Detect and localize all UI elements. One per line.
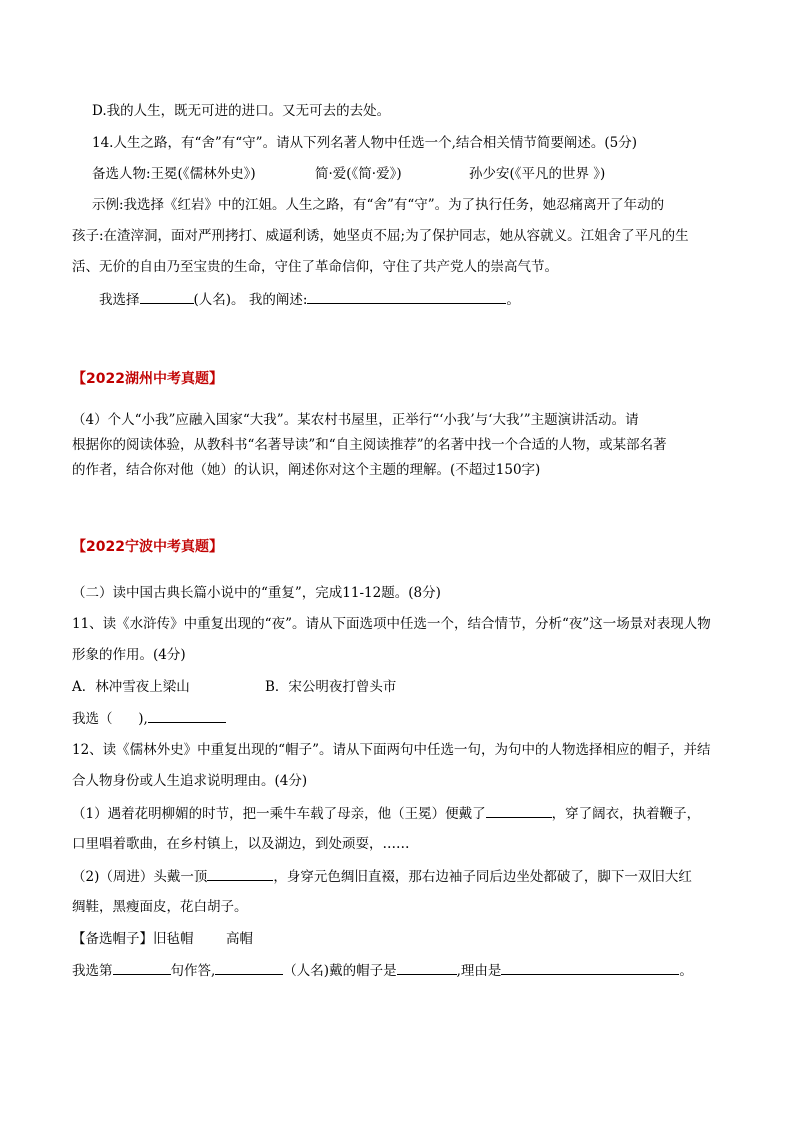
q12-text-line-1: 12、读《儒林外史》中重复出现的“帽子”。请从下面两句中任选一句，为句中的人物选择相应的帽子，并结 <box>72 742 711 758</box>
answer-label-person: (人名)。 我的阐述: <box>193 292 308 308</box>
sentence-2-end: ，身穿元色绸旧直裰，那右边袖子同后边坐处都破了，脚下一双旧大红 <box>273 869 692 885</box>
ningbo-heading: 【2022宁波中考真题】 <box>72 539 223 555</box>
sentence-1-end: ，穿了阔衣，执着鞭子， <box>551 806 701 822</box>
final-label-reason: ,理由是 <box>456 963 502 979</box>
q12-sentence-1-line-1 <box>72 803 700 824</box>
q13-option-d: D.我的人生，既无可进的进口。又无可去的去处。 <box>92 103 391 119</box>
hats-label: 【备选帽子】 <box>72 931 153 947</box>
candidate-wang-mian: 王冕(《儒林外史》) <box>150 166 256 182</box>
q12-answer-line <box>72 960 693 981</box>
q14-prompt: 14.人生之路，有“舍”有“守”。请从下列名著人物中任选一个,结合相关情节简要阐述。(5分) <box>92 135 637 151</box>
reason-blank[interactable] <box>501 960 679 975</box>
final-end: 。 <box>679 963 693 979</box>
name-blank[interactable] <box>140 289 194 304</box>
q11-text-line-2: 形象的作用。(4分) <box>72 647 186 663</box>
hat-options <box>72 929 253 949</box>
huzhou-heading: 【2022湖州中考真题】 <box>72 371 223 387</box>
q11-option-b: B．宋公明夜打曾头市 <box>265 679 397 695</box>
q14-candidates <box>92 164 606 184</box>
final-label-hat: （人名)戴的帽子是 <box>283 963 397 979</box>
q11-options <box>72 677 397 697</box>
wang-mian-hat-blank[interactable] <box>486 803 552 818</box>
q11-answer-line <box>72 708 226 729</box>
huzhou-text-line-2: 根据你的阅读体验，从教科书“名著导读”和“自主阅读推荐”的名著中找一个合适的人物，或某部名著 <box>72 437 667 453</box>
q14-example-line-3: 活、无价的自由乃至宝贵的生命，守住了革命信仰，守住了共产党人的崇高气节。 <box>72 259 558 275</box>
huzhou-text-line-1: （4）个人“小我”应融入国家“大我”。某农村书屋里，正举行“‘小我’与‘大我’”主题演讲活动。请 <box>72 412 639 428</box>
sentence-number-blank[interactable] <box>113 960 171 975</box>
huzhou-text-line-3: 的作者，结合你对他（她）的认识，阐述你对这个主题的理解。(不超过150字) <box>72 462 541 478</box>
candidate-jane-eyre: 简·爱(《简·爱》) <box>315 166 402 182</box>
hat-option-tall: 高帽 <box>226 931 253 947</box>
zhou-jin-hat-blank[interactable] <box>207 866 273 881</box>
final-label-choose: 我选第 <box>72 963 113 979</box>
q11-option-a: A．林冲雪夜上梁山 <box>72 679 190 695</box>
q12-text-line-2: 合人物身份或人生追求说明理由。(4分) <box>72 773 308 789</box>
person-name-blank[interactable] <box>215 960 283 975</box>
hat-blank[interactable] <box>397 960 457 975</box>
candidate-sun-shaoan: 孙少安(《平凡的世界 》) <box>469 166 606 182</box>
q11-text-line-1: 11、读《水浒传》中重复出现的“夜”。请从下面选项中任选一个，结合情节，分析“夜”这一场景对表现人物 <box>72 616 711 632</box>
statement-blank[interactable] <box>307 289 506 304</box>
q14-example-line-1: 示例:我选择《红岩》中的江姐。人生之路，有“舍”有“守”。为了执行任务，她忍痛离开了年动的 <box>92 197 665 213</box>
q12-sentence-2-line-1 <box>72 866 692 887</box>
hat-option-old-felt: 旧毡帽 <box>153 931 194 947</box>
sentence-1-start: （1）遇着花明柳媚的时节，把一乘牛车载了母亲，他（王冕）便戴了 <box>72 806 486 822</box>
q12-sentence-1-line-2: 口里唱着歌曲，在乡村镇上，以及湖边，到处顽耍，…… <box>72 836 410 852</box>
q11-answer-label: 我选（ ), <box>72 711 148 727</box>
sentence-2-start: （2)（周进）头戴一顶 <box>72 869 208 885</box>
q14-example-line-2: 孩子:在渣滓洞，面对严刑拷打、威逼利诱，她坚贞不屈;为了保护同志，她从容就义。江姐舍了平凡的生 <box>72 228 689 244</box>
q11-answer-blank[interactable] <box>148 708 226 723</box>
candidates-label: 备选人物: <box>92 166 151 182</box>
q14-answer-line <box>99 289 520 310</box>
answer-end: 。 <box>506 292 520 308</box>
answer-label-choose: 我选择 <box>99 292 140 308</box>
ningbo-intro: （二）读中国古典长篇小说中的“重复”，完成11-12题。(8分) <box>72 585 441 601</box>
final-label-answer: 句作答, <box>170 963 216 979</box>
q12-sentence-2-line-2: 绸鞋，黑瘦面皮，花白胡子。 <box>72 899 248 915</box>
